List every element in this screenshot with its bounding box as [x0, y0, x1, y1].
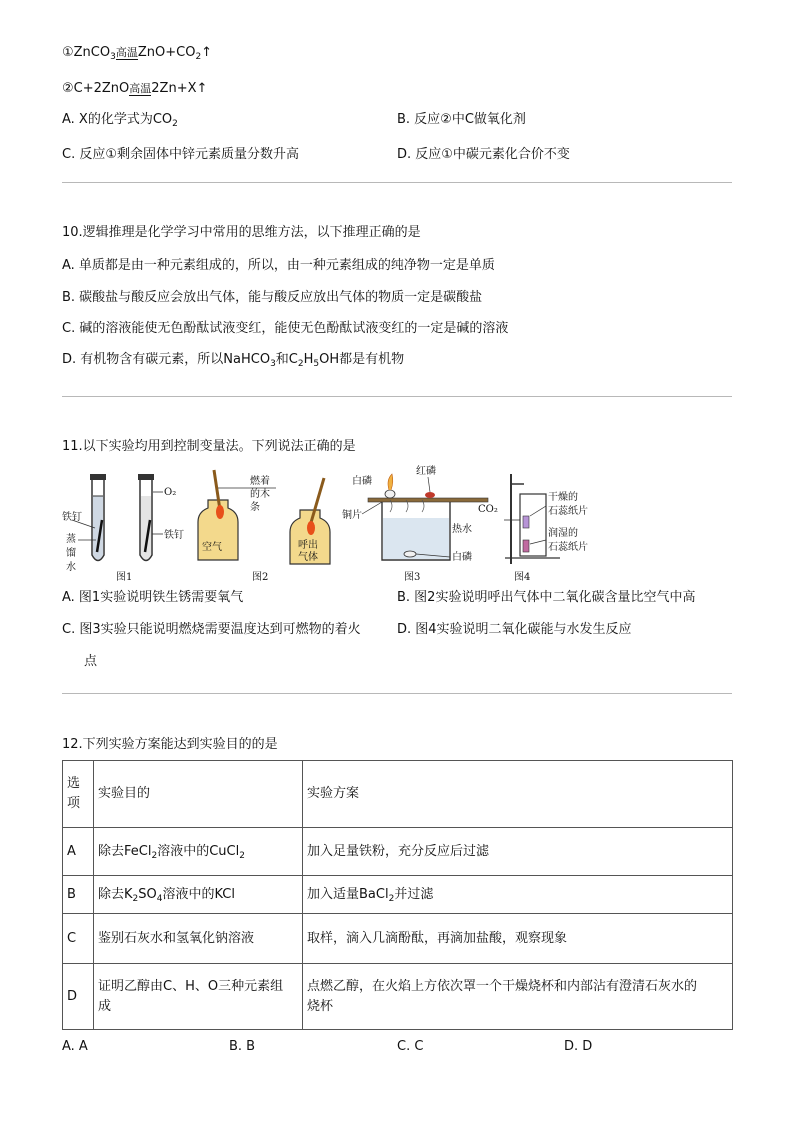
q12-answer-b: B. B	[229, 1039, 256, 1054]
q9-option-a: A. X的化学式为$CO_2$	[62, 112, 178, 129]
q10-option-d: D. 有机物含有碳元素，所以NaHCO$_3$和$C_2H_5OH$都是有机物	[62, 352, 405, 369]
label-water-2: 馏	[66, 548, 76, 559]
q9-option-c: C. 反应①剩余固体中锌元素质量分数升高	[62, 147, 299, 162]
q10-option-a: A. 单质都是由一种元素组成的，所以，由一种元素组成的纯净物一定是单质	[62, 258, 495, 273]
row-plan: 点燃乙醇，在火焰上方依次罩一个干燥烧杯和内部沾有澄清石灰水的 烧杯	[303, 964, 733, 1030]
q11-option-c: C. 图3实验只能说明燃烧需要温度达到可燃物的着火	[62, 622, 361, 637]
figure-1	[62, 474, 184, 583]
row-purpose: 除去FeCl$_2$溶液中的CuCl$_2$	[94, 828, 303, 876]
row-plan: 取样，滴入几滴酚酞，再滴加盐酸，观察现象	[303, 914, 733, 964]
q11-stem: 11.以下实验均用到控制变量法。下列说法正确的是	[62, 439, 356, 454]
label-stick-3: 条	[250, 502, 260, 513]
label-o2: O₂	[164, 487, 177, 498]
label-co2: CO₂	[478, 504, 498, 515]
table-row	[63, 876, 733, 914]
q11-option-b: B. 图2实验说明呼出气体中二氧化碳含量比空气中高	[397, 590, 696, 605]
divider	[62, 182, 732, 183]
table-row	[63, 828, 733, 876]
q9-equation-1: ①ZnCO$_3$高温$ZnO+CO_2↑$	[62, 45, 213, 62]
label-wet-2: 石蕊纸片	[548, 542, 588, 553]
label-dry-1: 干燥的	[548, 492, 578, 503]
divider	[62, 396, 732, 397]
q9-equation-2: ②C+2ZnO高温2Zn+X↑	[62, 81, 208, 96]
label-water-1: 蒸	[66, 534, 76, 545]
row-option: A	[63, 828, 94, 876]
label-air: 空气	[202, 542, 222, 553]
figure-4	[478, 474, 588, 583]
label-breath-2: 气体	[298, 552, 318, 563]
label-breath-1: 呼出	[298, 540, 318, 551]
label-stick-2: 的木	[250, 489, 270, 500]
header-plan: 实验方案	[303, 761, 733, 828]
figure-3	[342, 464, 488, 583]
label-white-phosphorus-top: 白磷	[352, 476, 372, 487]
label-wet-1: 润湿的	[548, 528, 578, 539]
q9-option-d: D. 反应①中碳元素化合价不变	[397, 147, 570, 162]
label-dry-2: 石蕊纸片	[548, 506, 588, 517]
q12-table	[62, 760, 733, 1030]
q12-answer-a: A. A	[62, 1039, 88, 1054]
figure-2	[198, 470, 330, 583]
q11-option-d: D. 图4实验说明二氧化碳能与水发生反应	[397, 622, 632, 637]
q9-option-b: B. 反应②中C做氧化剂	[397, 112, 526, 127]
q10-option-b: B. 碳酸盐与酸反应会放出气体，能与酸反应放出气体的物质一定是碳酸盐	[62, 290, 483, 305]
q12-answer-c: C. C	[397, 1039, 424, 1054]
table-row	[63, 914, 733, 964]
caption-fig2: 图2	[252, 572, 269, 583]
q10-option-c: C. 碱的溶液能使无色酚酞试液变红，能使无色酚酞试液变红的一定是碱的溶液	[62, 321, 509, 336]
row-purpose: 鉴别石灰水和氢氧化钠溶液	[94, 914, 303, 964]
table-header-row	[63, 761, 733, 828]
q12-stem: 12.下列实验方案能达到实验目的的是	[62, 737, 278, 752]
row-option: B	[63, 876, 94, 914]
caption-fig3: 图3	[404, 572, 421, 583]
q12-answer-d: D. D	[564, 1039, 593, 1054]
label-iron-left: 铁钉	[62, 512, 82, 523]
label-water-3: 水	[66, 562, 76, 573]
q11-option-c-cont: 点	[84, 654, 98, 669]
row-option: C	[63, 914, 94, 964]
row-purpose: 除去$K_2SO_4$溶液中的KCl	[94, 876, 303, 914]
q11-experiment-figure	[60, 460, 610, 585]
row-option: D	[63, 964, 94, 1030]
table-row	[63, 964, 733, 1030]
caption-fig4: 图4	[514, 572, 531, 583]
label-red-phosphorus: 红磷	[416, 466, 436, 477]
q11-option-a: A. 图1实验说明铁生锈需要氧气	[62, 590, 244, 605]
row-plan: 加入足量铁粉，充分反应后过滤	[303, 828, 733, 876]
label-hot-water: 热水	[452, 524, 472, 535]
label-white-phosphorus-bottom: 白磷	[452, 552, 472, 563]
header-purpose: 实验目的	[94, 761, 303, 828]
row-plan: 加入适量BaCl$_2$并过滤	[303, 876, 733, 914]
label-stick-1: 燃着	[250, 476, 270, 487]
label-iron-right: 铁钉	[164, 530, 184, 541]
q10-stem: 10.逻辑推理是化学学习中常用的思维方法，以下推理正确的是	[62, 225, 421, 240]
caption-fig1: 图1	[116, 572, 133, 583]
divider	[62, 693, 732, 694]
row-purpose: 证明乙醇由C、H、O三种元素组 成	[94, 964, 303, 1030]
label-copper: 铜片	[342, 510, 362, 521]
header-option: 选 项	[63, 761, 94, 828]
